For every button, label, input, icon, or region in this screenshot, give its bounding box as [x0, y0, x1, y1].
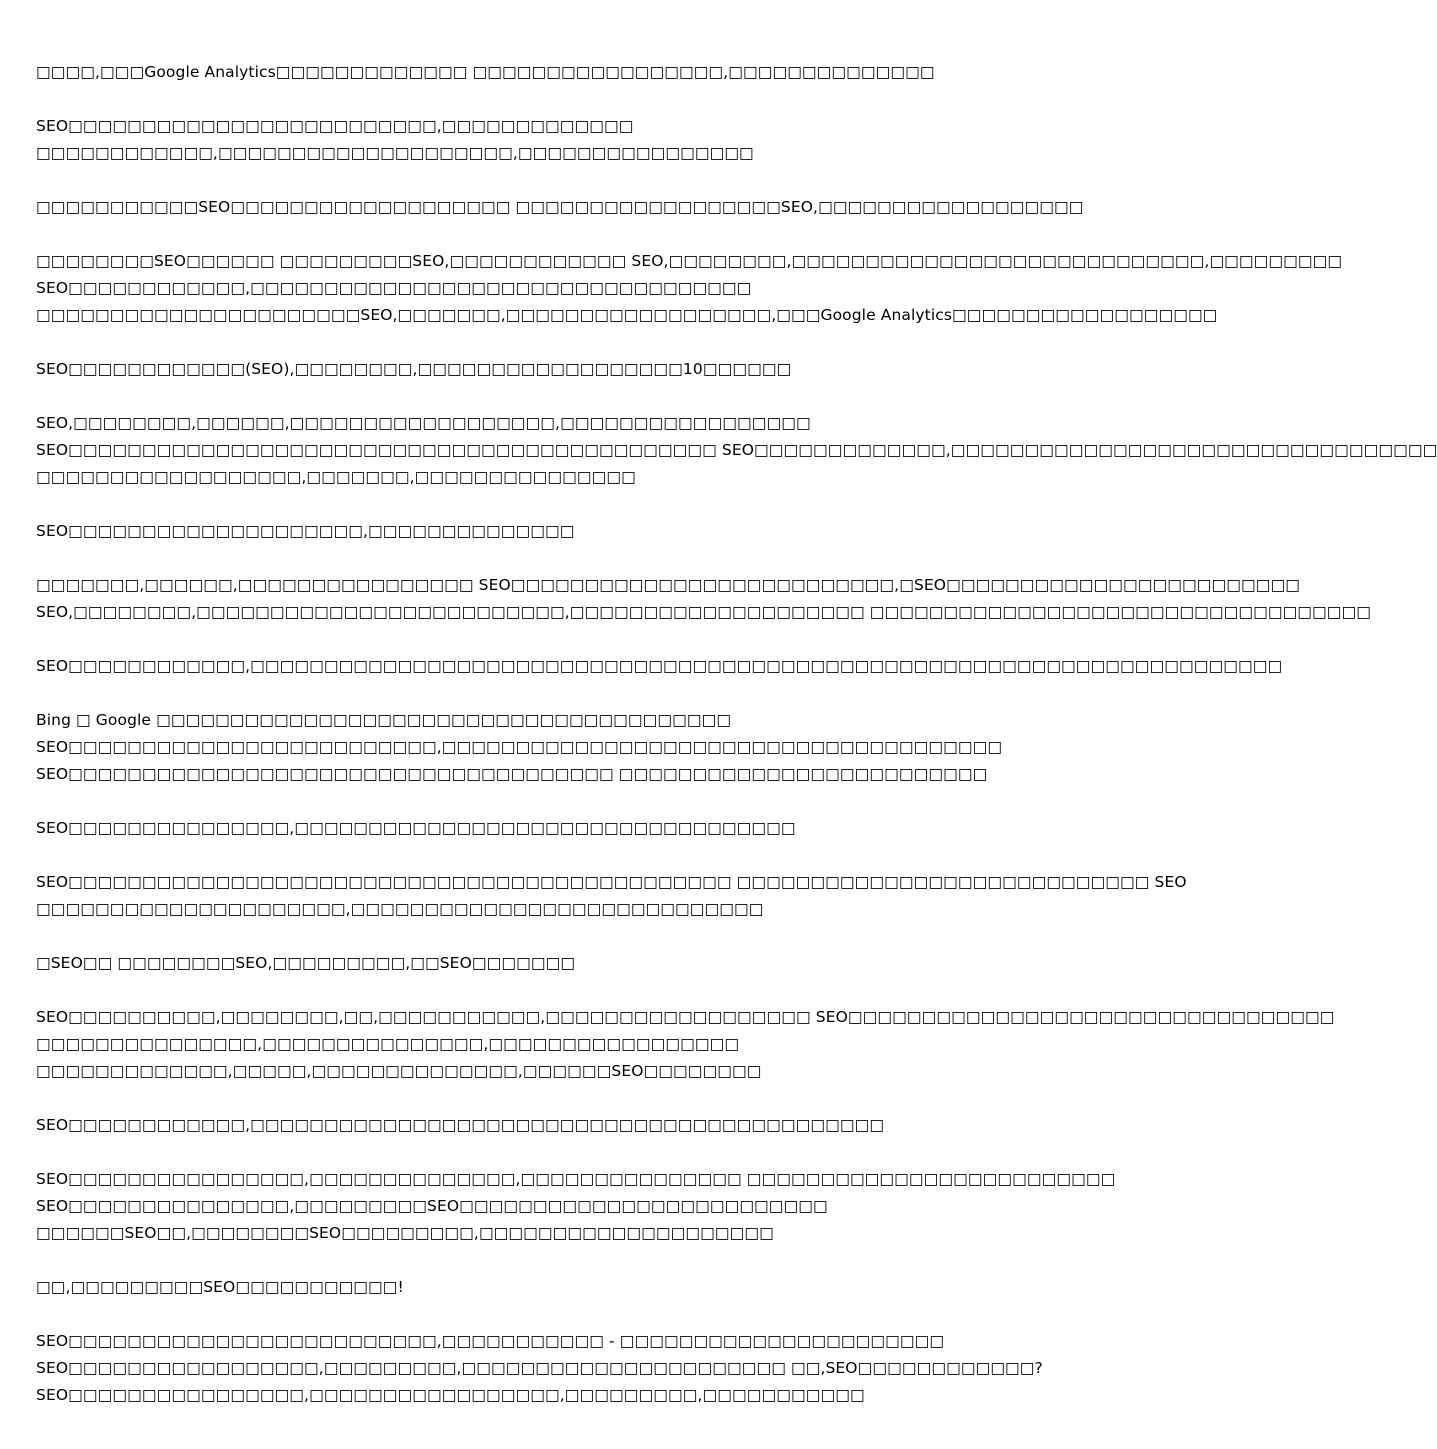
paragraph — [36, 1166, 1116, 1247]
text-line: SEO□□□□□□□□□□□□,□□□□□□□□□□□□□□□□□□□□□□□□□□□□□□□□□□ — [36, 279, 752, 297]
document-body — [36, 59, 1437, 1409]
text-line: SEO□□□□□□□□□□,□□□□□□□□,□□,□□□□□□□□□□□,□□□□□□□□□□□□□□□□□□ SEO□□□□□□□□□□□□□□□□□□□□□□□□□□□□□□□□□ — [36, 1008, 1335, 1026]
text-line: SEO□□□□□□□□□□□□□□□□□□□□,□□□□□□□□□□□□□□ — [36, 522, 575, 540]
text-line: SEO□□□□□□□□□□□□□□□□□□□□□□□□□□□□□□□□□□□□□ □□□□□□□□□□□□□□□□□□□□□□□□□ — [36, 765, 988, 783]
text-line: SEO□□□□□□□□□□□□,□□□□□□□□□□□□□□□□□□□□□□□□□□□□□□□□□□□□□□□□□□□□□□□□□□□□□□□□□□□□□□□□□□□□□□ — [36, 657, 1283, 675]
text-line: SEO□□□□□□□□□□□□□□□□□□□□□□□□□,□□□□□□□□□□□□□□□□□□□□□□□□□□□□□□□□□□□□□□ — [36, 738, 1003, 756]
text-line: □□□□□□□□□□□□□□□□□□□□□,□□□□□□□□□□□□□□□□□□□□□□□□□□□□ — [36, 900, 764, 918]
text-line: SEO□□□□□□□□□□□□□□□□,□□□□□□□□□□□□□□,□□□□□□□□□□□□□□□ □□□□□□□□□□□□□□□□□□□□□□□□□ — [36, 1170, 1116, 1188]
text-line: □□□□□□□□SEO□□□□□□ □□□□□□□□□SEO,□□□□□□□□□□□□ SEO,□□□□□□□□,□□□□□□□□□□□□□□□□□□□□□□□□□□□□,□□□□□□□□□ — [36, 252, 1343, 270]
text-line: □SEO□□ □□□□□□□□SEO,□□□□□□□□□,□□SEO□□□□□□□ — [36, 954, 576, 972]
text-line: □□□□□□□□□□□□□□□□□□□□□□SEO,□□□□□□□,□□□□□□□□□□□□□□□□□□,□□□Google Analytics□□□□□□□□□□□□□□□□□□ — [36, 306, 1218, 324]
text-line: SEO,□□□□□□□□,□□□□□□,□□□□□□□□□□□□□□□□□□,□□□□□□□□□□□□□□□□□ — [36, 414, 811, 432]
paragraph — [36, 248, 1343, 329]
text-line: SEO,□□□□□□□□,□□□□□□□□□□□□□□□□□□□□□□□□□,□□□□□□□□□□□□□□□□□□□□ □□□□□□□□□□□□□□□□□□□□□□□□□□□□□□□□□□ — [36, 603, 1372, 621]
text-line: SEO□□□□□□□□□□□□(SEO),□□□□□□□□,□□□□□□□□□□□□□□□□□□10□□□□□□ — [36, 360, 792, 378]
paragraph — [36, 410, 1437, 491]
text-line: □□□□□□□□□□□□,□□□□□□□□□□□□□□□□□□□□,□□□□□□□□□□□□□□□□ — [36, 144, 754, 162]
text-line: SEO□□□□□□□□□□□□□□□□□□□□□□□□□□□□□□□□□□□□□□□□□□□□□ □□□□□□□□□□□□□□□□□□□□□□□□□□□□ SEO — [36, 873, 1187, 891]
text-line: SEO□□□□□□□□□□□□□□□□□□□□□□□□□,□□□□□□□□□□□□□ — [36, 117, 634, 135]
paragraph — [36, 1328, 1043, 1409]
paragraph — [36, 518, 988, 545]
text-line: □□□□□□□□□□□□□,□□□□□,□□□□□□□□□□□□□□,□□□□□□SEO□□□□□□□□ — [36, 1062, 762, 1080]
paragraph — [36, 194, 1084, 221]
paragraph — [36, 59, 988, 86]
text-line: □□□□□□□□□□□SEO□□□□□□□□□□□□□□□□□□□ □□□□□□□□□□□□□□□□□□SEO,□□□□□□□□□□□□□□□□□□ — [36, 198, 1084, 216]
paragraph — [36, 1112, 988, 1139]
paragraph — [36, 356, 988, 383]
text-line: SEO□□□□□□□□□□□□□□□□□□□□□□□□□□□□□□□□□□□□□□□□□□□□ SEO□□□□□□□□□□□□□,□□□□□□□□□□□□□□□□□□□□□□□□□□□□□□□□□ — [36, 441, 1437, 459]
text-line: □□□□,□□□Google Analytics□□□□□□□□□□□□□ □□□□□□□□□□□□□□□□□,□□□□□□□□□□□□□□ — [36, 63, 935, 81]
text-line: SEO□□□□□□□□□□□□□□□,□□□□□□□□□SEO□□□□□□□□□□□□□□□□□□□□□□□□□ — [36, 1197, 828, 1215]
text-line: □□,□□□□□□□□□SEO□□□□□□□□□□□! — [36, 1278, 404, 1296]
paragraph — [36, 653, 1283, 680]
text-line: SEO□□□□□□□□□□□□,□□□□□□□□□□□□□□□□□□□□□□□□□□□□□□□□□□□□□□□□□□□ — [36, 1116, 885, 1134]
paragraph — [36, 869, 1187, 923]
paragraph — [36, 950, 988, 977]
text-line: □□□□□□□□□□□□□□□□□□,□□□□□□□,□□□□□□□□□□□□□□□ — [36, 468, 636, 486]
text-line: □□□□□□□,□□□□□□,□□□□□□□□□□□□□□□□ SEO□□□□□□□□□□□□□□□□□□□□□□□□□□,□SEO□□□□□□□□□□□□□□□□□□□□□□□□ — [36, 576, 1300, 594]
paragraph — [36, 815, 988, 842]
text-line: SEO□□□□□□□□□□□□□□□□□,□□□□□□□□□,□□□□□□□□□□□□□□□□□□□□□□ □□,SEO□□□□□□□□□□□□? — [36, 1359, 1043, 1377]
paragraph — [36, 707, 1003, 788]
text-line: □□□□□□□□□□□□□□□,□□□□□□□□□□□□□□□,□□□□□□□□□□□□□□□□□ — [36, 1035, 740, 1053]
text-line: □□□□□□SEO□□,□□□□□□□□SEO□□□□□□□□□,□□□□□□□□□□□□□□□□□□□□ — [36, 1224, 774, 1242]
paragraph — [36, 1274, 988, 1301]
paragraph — [36, 1004, 1335, 1085]
text-line: SEO□□□□□□□□□□□□□□□□,□□□□□□□□□□□□□□□□□,□□□□□□□□□,□□□□□□□□□□□ — [36, 1386, 865, 1404]
paragraph — [36, 113, 988, 167]
text-line: SEO□□□□□□□□□□□□□□□□□□□□□□□□□,□□□□□□□□□□□ - □□□□□□□□□□□□□□□□□□□□□□ — [36, 1332, 945, 1350]
text-line: SEO□□□□□□□□□□□□□□□,□□□□□□□□□□□□□□□□□□□□□□□□□□□□□□□□□□ — [36, 819, 796, 837]
text-line: Bing □ Google □□□□□□□□□□□□□□□□□□□□□□□□□□□□□□□□□□□□□□□ — [36, 711, 732, 729]
paragraph — [36, 572, 1372, 626]
